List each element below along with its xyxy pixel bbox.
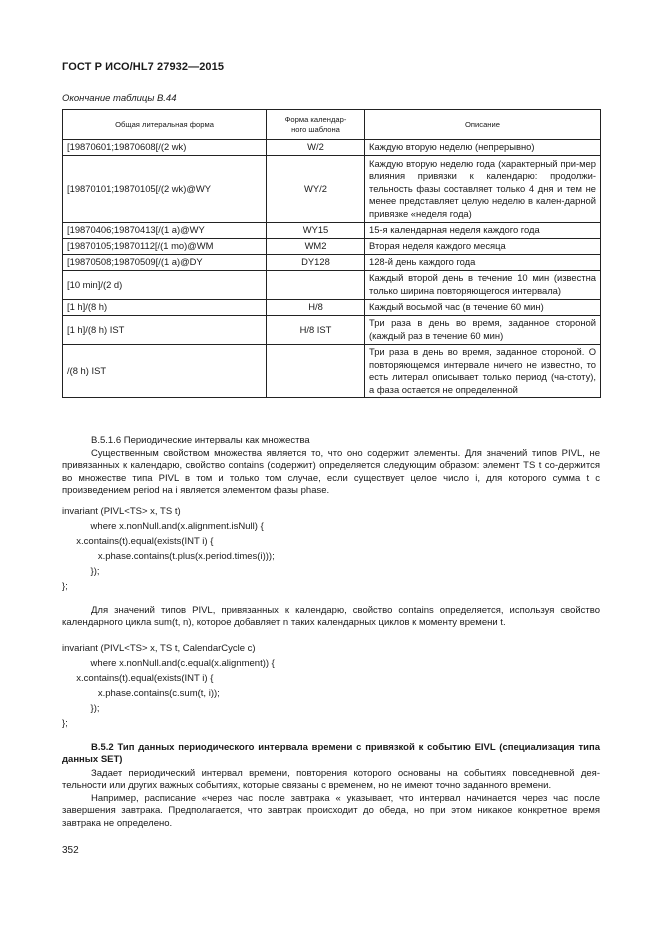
code-line: }); xyxy=(80,703,100,714)
cell-literal-form: /(8 h) IST xyxy=(63,345,267,398)
cell-description: 15-я календарная неделя каждого года xyxy=(365,223,601,239)
cell-calendar-form: W/2 xyxy=(267,140,365,156)
code-line: invariant (PIVL<TS> x, TS t, CalendarCycle c) xyxy=(62,643,256,654)
code-block-1 xyxy=(62,504,275,594)
cell-description: Каждую вторую неделю года (характерный при-мер влияния привязки к календарю: продолжи-тельность фазы составляет только 4 дня и тем не менее представляет целую неделю в кален-дарной привязке «неделя года) xyxy=(365,156,601,223)
table-row xyxy=(63,223,601,239)
cell-literal-form: [19870101;19870105[/(2 wk)@WY xyxy=(63,156,267,223)
code-line: }); xyxy=(80,566,100,577)
code-block-2 xyxy=(62,641,275,731)
table-row xyxy=(63,156,601,223)
paragraph-eivl-description: Задает периодический интервал времени, повторения которого основаны на событиях повседневной дея-тельности или других важных событиях, которые связаны с временем, но не имеют точно заданного времени. xyxy=(62,768,600,792)
code-line: x.phase.contains(t.plus(x.period.times(i))); xyxy=(82,551,275,562)
cell-calendar-form: DY128 xyxy=(267,255,365,271)
cell-calendar-form: WM2 xyxy=(267,239,365,255)
paragraph-eivl-example: Например, расписание «через час после завтрака « указывает, что интервал начинается через час после завершения завтрака. Предполагается, что завтрак происходит до обеда, но при этом никакое конкретное время завтрака не определено. xyxy=(62,793,600,829)
column-header-literal-form: Общая литеральная форма xyxy=(63,110,267,140)
table-header-row xyxy=(63,110,601,140)
code-line: }; xyxy=(62,718,68,729)
table-row xyxy=(63,316,601,345)
cell-description: Вторая неделя каждого месяца xyxy=(365,239,601,255)
document-title: ГОСТ Р ИСО/HL7 27932—2015 xyxy=(62,61,225,73)
code-line: x.contains(t).equal(exists(INT i) { xyxy=(71,536,214,547)
table-caption: Окончание таблицы В.44 xyxy=(62,93,177,104)
table-row xyxy=(63,140,601,156)
cell-calendar-form: H/8 xyxy=(267,300,365,316)
table-row xyxy=(63,300,601,316)
cell-description: Три раза в день во время, заданное стороной (каждый раз в течение 60 мин) xyxy=(365,316,601,345)
cell-literal-form: [19870508;19870509[/(1 a)@DY xyxy=(63,255,267,271)
code-line: where x.nonNull.and(x.alignment.isNull) { xyxy=(80,521,264,532)
table-row xyxy=(63,255,601,271)
cell-calendar-form: H/8 IST xyxy=(267,316,365,345)
paragraph-calendar-aligned: Для значений типов PIVL, привязанных к календарю, свойство contains определяется, используя свойство календарного цикла sum(t, n), которое добавляет n таких календарных циклов к моменту времени t. xyxy=(62,605,600,629)
cell-literal-form: [1 h]/(8 h) xyxy=(63,300,267,316)
code-line: x.contains(t).equal(exists(INT i) { xyxy=(71,673,214,684)
code-line: where x.nonNull.and(c.equal(x.alignment)) { xyxy=(80,658,275,669)
cell-literal-form: [19870406;19870413[/(1 a)@WY xyxy=(63,223,267,239)
cell-literal-form: [10 min]/(2 d) xyxy=(63,271,267,300)
cell-calendar-form: WY15 xyxy=(267,223,365,239)
cell-literal-form: [19870601;19870608[/(2 wk) xyxy=(63,140,267,156)
code-line: }; xyxy=(62,581,68,592)
page-number: 352 xyxy=(62,845,79,856)
cell-calendar-form xyxy=(267,345,365,398)
table-row xyxy=(63,345,601,398)
cell-literal-form: [1 h]/(8 h) IST xyxy=(63,316,267,345)
cell-description: Каждый второй день в течение 10 мин (известна только ширина повторяющегося интервала) xyxy=(365,271,601,300)
cell-description: 128-й день каждого года xyxy=(365,255,601,271)
code-line: x.phase.contains(c.sum(t, i)); xyxy=(82,688,220,699)
section-heading-b52: В.5.2 Тип данных периодического интервала времени с привязкой к событию EIVL (специализация типа данных SET) xyxy=(62,742,600,766)
column-header-description: Описание xyxy=(365,110,601,140)
cell-calendar-form: WY/2 xyxy=(267,156,365,223)
cell-literal-form: [19870105;19870112[/(1 mo)@WM xyxy=(63,239,267,255)
section-heading-b516: В.5.1.6 Периодические интервалы как множества xyxy=(91,435,310,446)
code-line: invariant (PIVL<TS> x, TS t) xyxy=(62,506,181,517)
cell-calendar-form xyxy=(267,271,365,300)
specification-table xyxy=(62,109,601,398)
cell-description: Каждый восьмой час (в течение 60 мин) xyxy=(365,300,601,316)
cell-description: Три раза в день во время, заданное стороной. О повторяющемся интервале ничего не известно, то есть литерал описывает только период (ча-стоту), а фаза остается не определенной xyxy=(365,345,601,398)
table-row xyxy=(63,271,601,300)
table-row xyxy=(63,239,601,255)
paragraph-contains-definition: Существенным свойством множества является то, что оно содержит элементы. Для значений типов PIVL, не привязанных к календарю, свойство contains (содержит) определяется следующим образом: элемент TS t со-держится во множестве типа PIVL в том и только том случае, если существует целое число i, для которого сумма t с произведением period на i является элементом фазы phase. xyxy=(62,448,600,497)
column-header-calendar-form: Форма календар-ного шаблона xyxy=(267,110,365,140)
cell-description: Каждую вторую неделю (непрерывно) xyxy=(365,140,601,156)
